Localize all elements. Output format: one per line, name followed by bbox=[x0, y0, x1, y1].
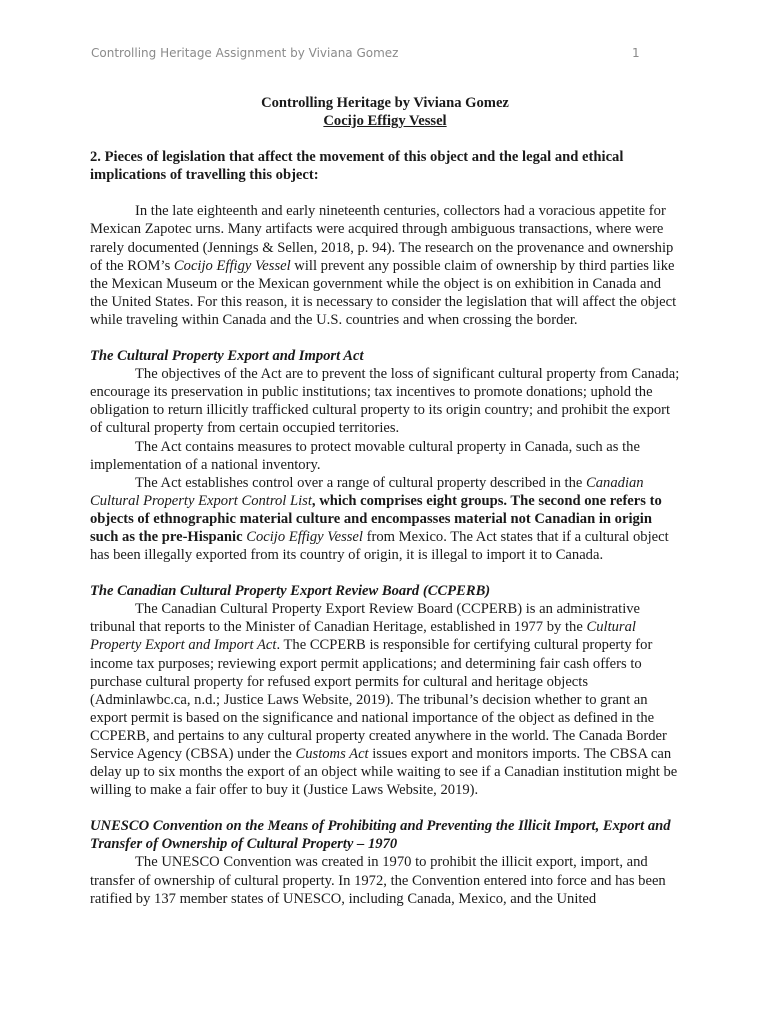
export-act-paragraph-3: The Act establishes control over a range of cultural property described in the Canadian Cultural Property Export Control List, which comprises eight groups. The second one refers to objects of ethnographic material culture and encompasses material not Canadian in origin such as the pre-Hispanic Cocijo Effigy Vessel from Mexico. The Act states that if a cultural object has been illegally exported from its country of origin, it is illegal to import it to Canada. bbox=[90, 474, 669, 564]
unesco-paragraph: The UNESCO Convention was created in 1970 to prohibit the illicit export, import, and transfer of ownership of cultural property. In 1972, the Convention entered into force and has been ratified by 137 member states of UNESCO, including Canada, Mexico, and the United bbox=[90, 854, 666, 907]
ccperb-paragraph: The Canadian Cultural Property Export Review Board (CCPERB) is an administrative tribunal that reports to the Minister of Canadian Heritage, established in 1977 by the Cultural Property Export and Import Act. The CCPERB is responsible for certifying cultural property for income tax purposes; reviewing export permit applications; and determining fair cash offers to purchase cultural property for refused export permits for cultural and heritage objects (Adminlawbc.ca, n.d.; Justice Laws Website, 2019). The tribunal’s decision whether to grant an export permit is based on the significance and national importance of the object as defined in the CCPERB, and pertains to any cultural property created anywhere in the world. The Canada Border Service Agency (CBSA) under the Customs Act issues export and monitors imports. The CBSA can delay up to six months the export of an object while waiting to see if a Canadian institution might be willing to make a fair offer to buy it (Justice Laws Website, 2019). bbox=[90, 601, 678, 799]
document-title: Controlling Heritage by Viviana Gomez bbox=[261, 95, 509, 111]
question-heading: 2. Pieces of legislation that affect the movement of this object and the legal and ethical implications of travelling this object: bbox=[90, 149, 624, 184]
section-heading-unesco: UNESCO Convention on the Means of Prohibiting and Preventing the Illicit Import, Export and Transfer of Ownership of Cultural Property – 1970 bbox=[90, 818, 671, 853]
export-act-paragraph-2: The Act contains measures to protect movable cultural property in Canada, such as the implementation of a national inventory. bbox=[90, 438, 640, 473]
export-act-paragraph-1: The objectives of the Act are to prevent the loss of significant cultural property from Canada; encourage its preservation in public institutions; tax incentives to promote donations; uphold the obligation to return illicitly trafficked cultural property to its origin country; and prohibit the export of cultural property from certain occupied territories. bbox=[90, 366, 680, 437]
intro-paragraph: In the late eighteenth and early nineteenth centuries, collectors had a voracious appetite for Mexican Zapotec urns. Many artifacts were acquired through ambiguous transactions, where were rarely documented (Jennings & Sellen, 2018, p. 94). The research on the provenance and ownership of the ROM’s Cocijo Effigy Vessel will prevent any possible claim of ownership by third parties like the Mexican Museum or the Mexican government while the object is on exhibition in Canada and the United States. For this reason, it is necessary to consider the legislation that will affect the object while traveling within Canada and the U.S. countries and when crossing the border. bbox=[90, 203, 677, 328]
document-body bbox=[90, 94, 680, 908]
section-heading-ccperb: The Canadian Cultural Property Export Review Board (CCPERB) bbox=[90, 583, 491, 600]
page-number: 1 bbox=[632, 46, 640, 60]
running-header: Controlling Heritage Assignment by Viviana Gomez bbox=[91, 46, 399, 60]
document-subtitle: Cocijo Effigy Vessel bbox=[323, 113, 447, 130]
section-heading-export-act: The Cultural Property Export and Import Act bbox=[90, 348, 364, 365]
